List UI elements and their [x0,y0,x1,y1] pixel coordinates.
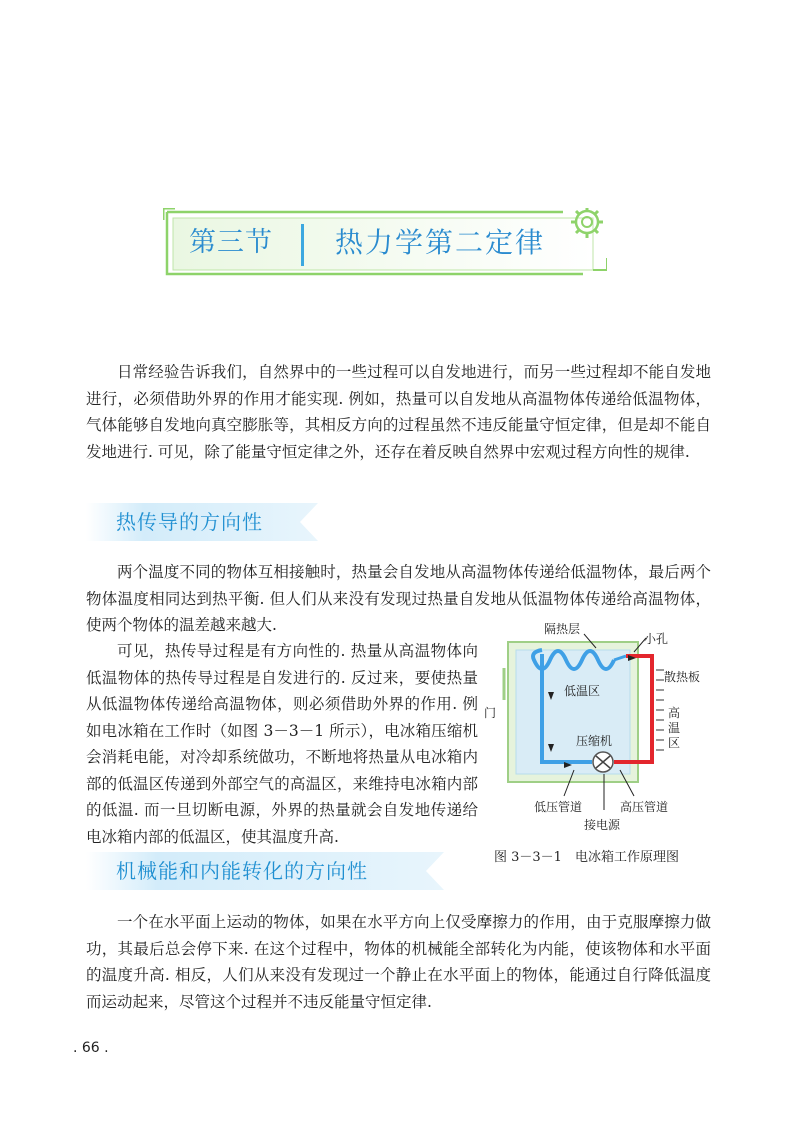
figure-caption: 图 3－3－1 电冰箱工作原理图 [494,850,679,865]
label-high-pressure-pipe: 高压管道 [620,800,669,814]
heat-conduction-paragraph-2: 可见，热传导过程是有方向性的. 热量从高温物体向低温物体的热传导过程是自发进行的. 反过来，要使热量从低温物体传递给高温物体，则必须借助外界的作用. 例如电冰箱在工作时（如图 3－3－1 所示），电冰箱压缩机会消耗电能，对冷却系统做功，不断地将热量从电冰箱内部的低温区传递到外部空气的高温区，来维持电冰箱内部的低温. 而一旦切断电源，外界的热量就会自发地传递给电冰箱内部的低温区，使其温度升高. [86,642,478,846]
label-door: 门 [484,706,497,720]
heat-conduction-paragraph-1: 两个温度不同的物体互相接触时，热量会自发地从高温物体传递给低温物体，最后两个物体温度相同达到热平衡. 但人们从来没有发现过热量自发地从低温物体传递给高温物体，使两个物体的温差越来越大. [86,563,711,634]
section-heading-label: 热传导的方向性 [116,510,263,534]
intro-paragraph: 日常经验告诉我们，自然界中的一些过程可以自发地进行，而另一些过程却不能自发地进行，必须借助外界的作用才能实现. 例如，热量可以自发地从高温物体传递给低温物体，气体能够自发地向真空膨胀等，其相反方向的过程虽然不违反能量守恒定律，但是却不能自发地进行. 可见，除了能量守恒定律之外，还存在着反映自然界中宏观过程方向性的规律. [86,363,711,461]
label-radiator: 散热板 [664,670,701,684]
label-insulation: 隔热层 [544,622,581,636]
label-high-temp-zone: 高温区 [668,706,681,750]
section-heading-label: 机械能和内能转化的方向性 [116,859,368,883]
title-divider [301,224,304,266]
page-number: . 66 . [73,1040,109,1056]
page-title: 热力学第二定律 [335,226,546,259]
energy-conversion-paragraph: 一个在水平面上运动的物体，如果在水平方向上仅受摩擦力的作用，由于克服摩擦力做功，其最后总会停下来. 在这个过程中，物体的机械能全部转化为内能，使该物体和水平面的温度升高. 相反，人们从来没有发现过一个静止在水平面上的物体，能通过自行降低温度而运动起来，尽管这个过程并不违反能量守恒定律. [86,913,711,1011]
section-title-banner [163,208,607,280]
label-low-temp-zone: 低温区 [564,684,601,698]
section-heading-heat-conduction [86,503,318,541]
label-low-pressure-pipe: 低压管道 [534,800,583,814]
section-number: 第三节 [189,227,273,258]
section-heading-energy-conversion [86,852,444,890]
label-compressor: 压缩机 [576,734,613,748]
label-power: 接电源 [584,818,621,832]
label-small-hole: 小孔 [644,632,669,646]
refrigerator-diagram [484,620,714,842]
